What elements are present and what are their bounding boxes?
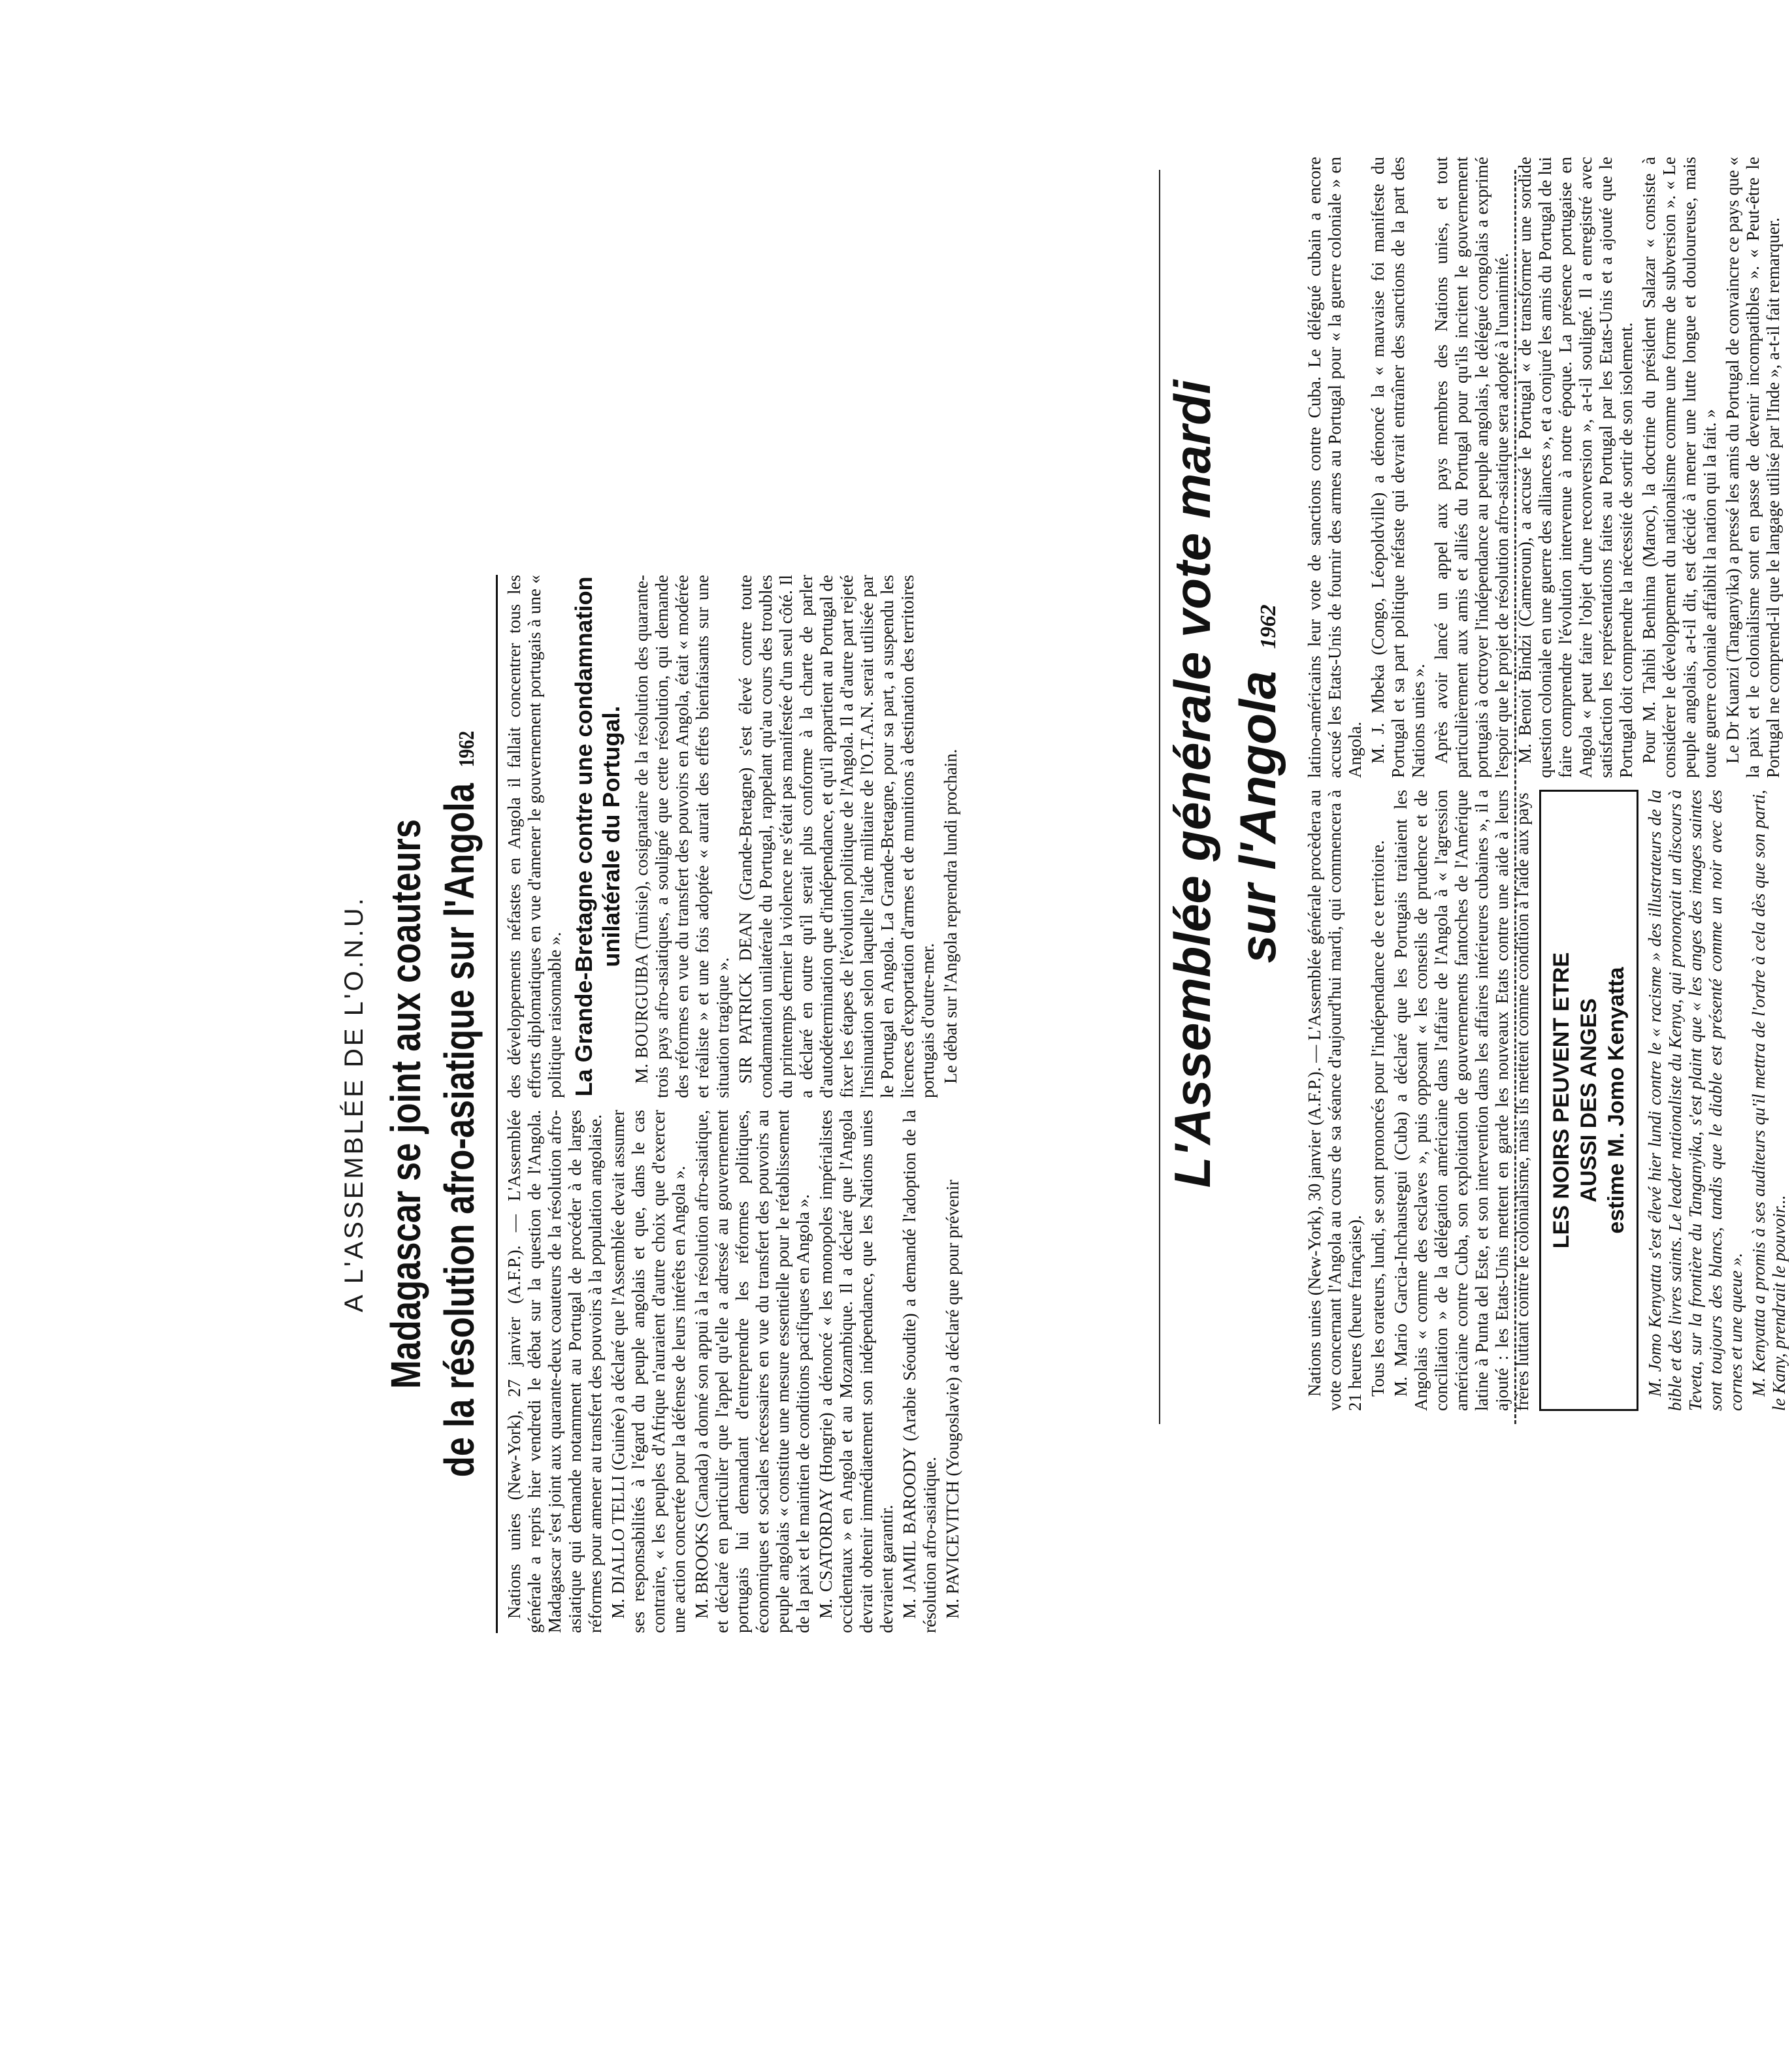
headline-line-2-text: sur l'Angola <box>1229 671 1286 964</box>
box-title-1: LES NOIRS PEUVENT ETRE <box>1549 952 1574 1249</box>
paragraph: SIR PATRICK DEAN (Grande-Bretagne) s'est élevé contre toute condamnation unilatérale du Portugal, rappelant qu'au cours des troubles du printemps dernier la violence ne s'était pas manifestée d'un seul côté. Il a déclaré en outre qu'il serait plus conforme à la charte de parler d'autodétermination que d'indépendance, et qu'il appartient au Portugal de fixer les étapes de l'évolution politique de l'Angola. Il a d'autre part rejeté l'insinuation selon laquelle l'aide militaire de l'O.T.A.N. serait utilisée par le Portugal en Angola. La Grande-Bretagne, pour sa part, a suspendu les licences d'exportation d'armes et de munitions à destination des territoires portugais d'outre-mer. <box>736 575 937 1098</box>
article-a-columns <box>504 575 966 1633</box>
paragraph: M. J. Mbeka (Congo, Léopoldville) a dénoncé la « mauvaise foi manifeste du Portugal et sa part politique néfaste qui devrait entraîner des sanctions de la part des Nations unies ». <box>1368 157 1428 778</box>
box-title-3: estime M. Jomo Kenyatta <box>1604 967 1629 1234</box>
paragraph: Nations unies (New-York), 27 janvier (A.F.P.). — L'Assemblée générale a repris hier vendredi le débat sur la question de l'Angola. Madagascar s'est joint aux quarante-deux coauteurs de la résolution afro-asiatique qui demande notamment au Portugal de procéder à de larges réformes pour amener au transfert des pouvoirs à la population angolaise. <box>504 1110 605 1633</box>
article-b-columns <box>1305 157 1792 1411</box>
handwritten-date: 1962 <box>1256 604 1280 649</box>
headline-line-2 <box>434 670 492 1538</box>
paragraph: M. BROOKS (Canada) a donné son appui à la résolution afro-asiatique, et déclaré en particulier que l'appel qu'elle a adressé au gouvernement portugais lui demandant d'entreprendre les réformes politiques, économiques et sociales nécessaires en vue du transfert des pouvoirs au peuple angolais « constitue une mesure essentielle pour le rétablissement de la paix et le maintien de conditions pacifiques en Angola ». <box>692 1110 813 1633</box>
clipping-left-border <box>1159 170 1160 1424</box>
paragraph: Tous les orateurs, lundi, se sont prononcés pour l'indépendance de ce territoire. <box>1368 840 1388 1397</box>
headline-line-1: L'Assemblée générale vote mardi <box>1164 380 1221 1188</box>
paragraph: des développements néfastes en Angola il fallait concentrer tous les efforts diplomatiques en vue d'amener le gouvernement portugais à une « politique raisonnable ». <box>504 575 564 1098</box>
headline-rule <box>496 575 498 1633</box>
paragraph: M. PAVICEVITCH (Yougoslavie) a déclaré que pour prévenir <box>943 1179 962 1619</box>
headline-line-2-text: de la résolution afro-asiatique sur l'Angola <box>436 783 483 1478</box>
headline-line-2 <box>1228 157 1298 1411</box>
paragraph: latino-américains leur vote de sanctions contre Cuba. Le délégué cubain a encore accusé les Etats-Unis de fournir des armes au Portugal pour « la guerre coloniale » en Angola. <box>1305 157 1365 778</box>
section-rubric: A L'ASSEMBLÉE DE L'O.N.U. <box>340 896 368 1312</box>
paragraph: Pour M. Tahibi Benhima (Maroc), la doctrine du président Salazar « consiste à considérer le développement du nationalisme comme une forme de subversion ». « Le peuple angolais, a-t-il dit, est décidé à mener une lutte longue et douloureuse, mais toute guerre coloniale affaiblit la nation qui la fait. » <box>1639 157 1719 778</box>
paragraph: M. CSATORDAY (Hongrie) a dénoncé « les monopoles impérialistes occidentaux » en Angola et au Mozambique. Il a déclaré que l'Angola devrait obtenir immédiatement son indépendance, que les Nations unies devraient garantir. <box>816 1110 896 1633</box>
article-onu-madagascar <box>340 575 1124 1633</box>
paragraph: Le débat sur l'Angola reprendra lundi prochain. <box>941 749 960 1084</box>
article-a-col-1 <box>504 1110 966 1633</box>
article-b-col-1 <box>1305 790 1792 1411</box>
paragraph: M. Kenyatta a promis à ses auditeurs qu'il mettra de l'ordre à cela dès que son parti, le Kany, prendrait le pouvoir... <box>1749 790 1789 1411</box>
kenyatta-text <box>1645 790 1789 1411</box>
paragraph: Après avoir lancé un appel aux pays membres des Nations unies, et tout particulièrement aux amis et alliés du Portugal pour qu'ils incitent le gouvernement portugais à octroyer l'indépendance au peuple angolais, le délégué congolais a exprimé l'espoir que le projet de résolution afro-asiatique sera adopté à l'unanimité. <box>1431 157 1512 778</box>
headline-line-1: Madagascar se joint aux coauteurs <box>382 819 429 1389</box>
article-assemblee-vote <box>1163 157 1789 1411</box>
article-a-col-2 <box>504 575 964 1098</box>
paragraph: M. BOURGUIBA (Tunisie), cosignataire de la résolution des quarante-trois pays afro-asiatiques, a souligné que cette résolution, qui demande des réformes en vue du transfert des pouvoirs en Angola, était « modérée et réaliste » et une fois adoptée « aurait des effets bienfaisants sur une situation tragique ». <box>632 575 732 1098</box>
subheadline: La Grande-Bretagne contre une condamnation unilatérale du Portugal. <box>570 576 625 1097</box>
handwritten-date: 1962 <box>455 730 479 768</box>
paragraph: M. DIALLO TELLI (Guinée) a déclaré que l'Assemblée devait assumer ses responsabilités à l'égard du peuple angolais et que, dans le cas contraire, « les peuples d'Afrique n'auraient d'autre choix que d'exercer une action concertée pour la défense de leurs intérêts en Angola ». <box>608 1110 689 1633</box>
paragraph: M. Benoit Bindzi (Cameroun), a accusé le Portugal « de transformer une sordide question coloniale en une guerre des alliances », et a conjuré les amis du Portugal de lui faire comprendre l'évolution intervenue à notre époque. La présence portugaise en Angola « peut faire l'objet d'une reconversion », a-t-il souligné. Il a enregistré avec satisfaction les représentations faites au Portugal par les Etats-Unis et a ajouté que le Portugal doit comprendre la nécessité de sortir de son isolement. <box>1515 157 1636 778</box>
paragraph: M. Jomo Kenyatta s'est élevé hier lundi contre le « racisme » des illustrateurs de la bible et des livres saints. Le leader nationaliste du Kenya, qui prononçait un discours à Teveta, sur la frontière du Tanganyika, s'est plaint que « les anges des images saintes sont toujours des blancs, tandis que le diable est présenté comme un noir avec des cornes et une queue ». <box>1645 790 1746 1411</box>
box-title-2: AUSSI DES ANGES <box>1576 998 1601 1203</box>
kenyatta-box <box>1539 790 1638 1411</box>
paragraph: M. JAMIL BAROODY (Arabie Séoudite) a demandé l'adoption de la résolution afro-asiatique. <box>900 1110 939 1633</box>
paragraph: Nations unies (New-York), 30 janvier (A.F.P.). — L'Assemblée générale procèdera au vote concernant l'Angola au cours de sa séance d'aujourd'hui mardi, qui commencera à 21 heures (heure française). <box>1305 790 1365 1411</box>
paragraph: M. Mario Garcia-Inchaustegui (Cuba) a déclaré que les Portugais traitaient les Angolais « comme des esclaves », puis opposant « les conseils de prudence et de conciliation » de la délégation américaine dans l'affaire de l'Angola à « l'agression américaine contre Cuba, son exploitation de gouvernements fantoches de l'Amérique latine à Punta del Este, et son intervention dans les affaires intérieures cubaines », il a ajouté : les Etats-Unis mettent en garde les nouveaux Etats contre une aide à leurs frères luttant contre le colonialisme, mais ils mettent comme condition à l'aide aux pays <box>1391 790 1532 1411</box>
paragraph: Le Dr Kuanzi (Tanganyika) a pressé les amis du Portugal de convaincre ce pays que « la paix et le colonialisme sont en passe de devenir incompatibles ». « Peut-être le Portugal ne comprend-il que le langage utilisé par l'Inde », a-t-il fait remarquer. <box>1723 157 1783 778</box>
article-b-col-2 <box>1305 157 1786 778</box>
